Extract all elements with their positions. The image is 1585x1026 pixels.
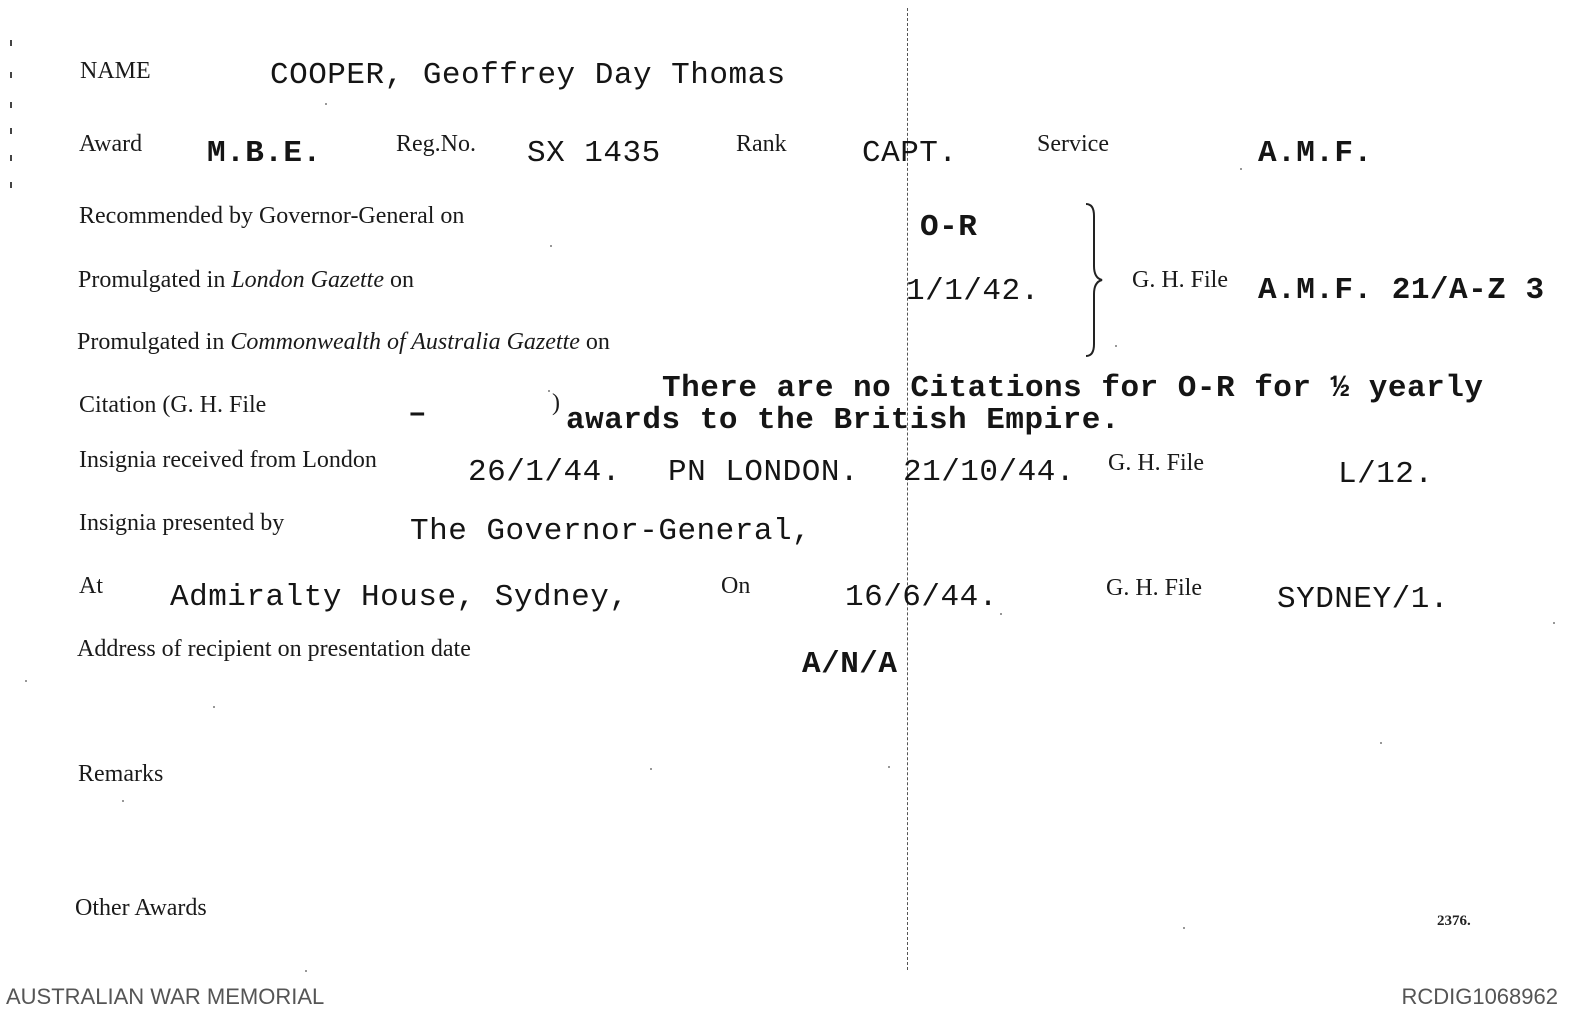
scan-speck (1000, 613, 1002, 615)
service-value: A.M.F. (1258, 136, 1373, 171)
regno-label: Reg.No. (396, 131, 476, 157)
scan-speck (213, 706, 215, 708)
citation-note-line2: awards to the British Empire. (566, 403, 1120, 438)
name-label: NAME (80, 58, 151, 84)
award-value: M.B.E. (207, 136, 322, 171)
insignia-received-via: PN LONDON. (668, 455, 860, 490)
at-value: Admiralty House, Sydney, (170, 580, 629, 615)
commonwealth-gazette-label: Promulgated in Commonwealth of Australia Gazette on (77, 329, 610, 355)
london-gazette-label: Promulgated in London Gazette on (78, 267, 414, 293)
scan-speck (650, 768, 652, 770)
scan-speck (548, 390, 550, 392)
edge-mark (10, 102, 12, 108)
scan-speck (1380, 742, 1382, 744)
remarks-label: Remarks (78, 761, 164, 787)
scan-speck (1183, 927, 1185, 929)
other-awards-label: Other Awards (75, 895, 207, 921)
footer-institution: AUSTRALIAN WAR MEMORIAL (6, 984, 325, 1009)
edge-mark (10, 182, 12, 188)
citation-paren: ) (552, 390, 560, 416)
insignia-presented-value: The Governor-General, (410, 514, 812, 549)
insignia-received-gh-label: G. H. File (1108, 450, 1204, 476)
citation-label: Citation (G. H. File (79, 392, 267, 418)
recommended-label: Recommended by Governor-General on (79, 203, 465, 229)
address-value: A/N/A (802, 647, 898, 682)
presented-gh-value: SYDNEY/1. (1277, 582, 1449, 617)
recommended-value: O-R (920, 210, 978, 245)
scan-speck (550, 245, 552, 247)
citation-dash: – (408, 397, 428, 432)
insignia-received-gh-value: L/12. (1338, 457, 1434, 492)
on-label: On (721, 573, 751, 599)
form-number: 2376. (1437, 913, 1471, 929)
london-gazette-value: 1/1/42. (906, 274, 1040, 309)
on-value: 16/6/44. (845, 580, 998, 615)
scan-speck (1240, 168, 1242, 170)
rank-value: CAPT. (862, 136, 958, 171)
insignia-received-date: 26/1/44. (468, 455, 621, 490)
edge-mark (10, 72, 12, 78)
name-value: COOPER, Geoffrey Day Thomas (270, 58, 786, 93)
gh-file-label-brace: G. H. File (1132, 267, 1228, 293)
scan-speck (1115, 345, 1117, 347)
edge-mark (10, 155, 12, 161)
footer-record-id: RCDIG1068962 (1401, 984, 1558, 1009)
insignia-presented-label: Insignia presented by (79, 510, 285, 536)
at-label: At (79, 573, 103, 599)
rank-label: Rank (736, 131, 787, 157)
citation-note-line1: There are no Citations for O-R for ½ yearly (662, 371, 1484, 406)
edge-mark (10, 128, 12, 134)
scan-speck (1553, 622, 1555, 624)
insignia-received-label: Insignia received from London (79, 447, 377, 473)
scan-speck (305, 970, 307, 972)
edge-mark (10, 40, 12, 46)
insignia-received-date2: 21/10/44. (903, 455, 1075, 490)
address-label: Address of recipient on presentation date (77, 636, 471, 662)
scan-speck (25, 680, 27, 682)
scan-speck (325, 103, 327, 105)
gh-file-value-brace: A.M.F. 21/A-Z 3 (1258, 273, 1545, 308)
scan-speck (888, 766, 890, 768)
presented-gh-label: G. H. File (1106, 575, 1202, 601)
regno-value: SX 1435 (527, 136, 661, 171)
award-label: Award (79, 131, 143, 157)
scan-speck (122, 800, 124, 802)
right-brace (1082, 200, 1110, 360)
service-label: Service (1037, 131, 1109, 157)
